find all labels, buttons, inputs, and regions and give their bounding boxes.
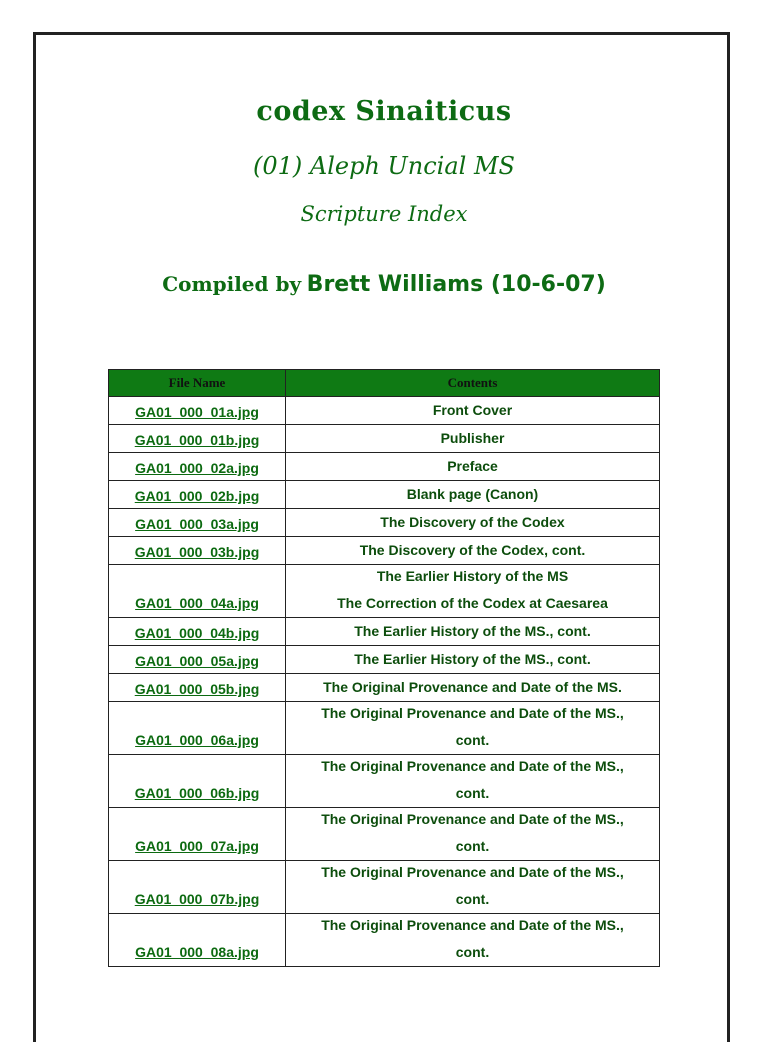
contents-line: The Earlier History of the MS., cont. [354, 623, 591, 639]
file-name-cell [109, 481, 286, 509]
document-subtitle-index: Scripture Index [300, 202, 468, 226]
file-link[interactable]: GA01_000_06a.jpg [135, 732, 259, 748]
column-header-file-name: File Name [109, 370, 286, 397]
table-row [109, 565, 660, 618]
table-row [109, 702, 660, 755]
file-link[interactable]: GA01_000_03a.jpg [135, 516, 259, 532]
file-name-cell [109, 537, 286, 565]
table-row [109, 674, 660, 702]
contents-cell [286, 397, 660, 425]
contents-line: The Original Provenance and Date of the MS., [321, 705, 624, 721]
table-row [109, 808, 660, 861]
table-row [109, 481, 660, 509]
contents-line: cont. [455, 785, 490, 801]
contents-cell [286, 755, 660, 808]
file-name-cell [109, 397, 286, 425]
contents-cell [286, 481, 660, 509]
contents-line: The Earlier History of the MS., cont. [354, 651, 591, 667]
file-name-cell [109, 618, 286, 646]
table-row [109, 755, 660, 808]
file-name-cell [109, 755, 286, 808]
file-link[interactable]: GA01_000_08a.jpg [135, 944, 259, 960]
contents-cell [286, 808, 660, 861]
contents-line: cont. [455, 891, 490, 907]
contents-cell [286, 425, 660, 453]
contents-cell [286, 565, 660, 618]
file-name-cell [109, 646, 286, 674]
file-name-cell [109, 702, 286, 755]
contents-line: Front Cover [432, 402, 513, 418]
file-name-cell [109, 674, 286, 702]
contents-line: The Earlier History of the MS [376, 568, 569, 584]
compiled-by [0, 272, 768, 297]
table-row [109, 453, 660, 481]
file-name-cell [109, 453, 286, 481]
scripture-index-table [108, 369, 660, 967]
contents-cell [286, 537, 660, 565]
file-link[interactable]: GA01_000_01a.jpg [135, 404, 259, 420]
file-link[interactable]: GA01_000_02a.jpg [135, 460, 259, 476]
contents-cell [286, 914, 660, 967]
contents-line: Blank page (Canon) [406, 486, 539, 502]
contents-line: Preface [447, 458, 498, 474]
file-link[interactable]: GA01_000_02b.jpg [134, 488, 260, 504]
file-name-cell [109, 509, 286, 537]
contents-line: The Original Provenance and Date of the MS., [321, 917, 624, 933]
contents-line: The Original Provenance and Date of the MS., [321, 864, 624, 880]
file-link[interactable]: GA01_000_01b.jpg [134, 432, 260, 448]
table-header-row [109, 370, 660, 397]
file-name-cell [109, 425, 286, 453]
contents-cell [286, 509, 660, 537]
table-row [109, 509, 660, 537]
file-link[interactable]: GA01_000_03b.jpg [134, 544, 260, 560]
file-link[interactable]: GA01_000_04a.jpg [135, 595, 259, 611]
contents-line: cont. [455, 732, 490, 748]
contents-line: The Original Provenance and Date of the MS., [321, 811, 624, 827]
contents-cell [286, 453, 660, 481]
file-link[interactable]: GA01_000_06b.jpg [134, 785, 260, 801]
document-subtitle: (01) Aleph Uncial MS [253, 152, 515, 180]
table-row [109, 537, 660, 565]
file-name-cell [109, 565, 286, 618]
file-link[interactable]: GA01_000_04b.jpg [134, 625, 260, 641]
contents-line: The Discovery of the Codex, cont. [359, 542, 586, 558]
file-name-cell [109, 861, 286, 914]
contents-cell [286, 618, 660, 646]
contents-cell [286, 674, 660, 702]
column-header-contents: Contents [286, 370, 660, 397]
contents-line: cont. [455, 838, 490, 854]
contents-line: The Original Provenance and Date of the MS. [323, 679, 622, 695]
contents-line: cont. [455, 944, 490, 960]
contents-cell [286, 861, 660, 914]
file-name-cell [109, 914, 286, 967]
file-link[interactable]: GA01_000_05a.jpg [135, 653, 259, 669]
contents-cell [286, 646, 660, 674]
table-row [109, 914, 660, 967]
table-row [109, 425, 660, 453]
document-title: codex Sinaiticus [256, 96, 512, 127]
table-row [109, 618, 660, 646]
contents-line: The Discovery of the Codex [380, 514, 565, 530]
contents-cell [286, 702, 660, 755]
compiler-name: Brett Williams (10-6-07) [306, 272, 606, 297]
compiled-by-label: Compiled by [162, 272, 302, 296]
contents-line: The Original Provenance and Date of the MS., [321, 758, 624, 774]
table-row [109, 397, 660, 425]
contents-line: The Correction of the Codex at Caesarea [337, 595, 608, 611]
file-link[interactable]: GA01_000_07a.jpg [135, 838, 259, 854]
table-body [109, 397, 660, 967]
file-name-cell [109, 808, 286, 861]
file-link[interactable]: GA01_000_05b.jpg [134, 681, 260, 697]
contents-line: Publisher [440, 430, 505, 446]
table-row [109, 646, 660, 674]
file-link[interactable]: GA01_000_07b.jpg [134, 891, 260, 907]
table-row [109, 861, 660, 914]
